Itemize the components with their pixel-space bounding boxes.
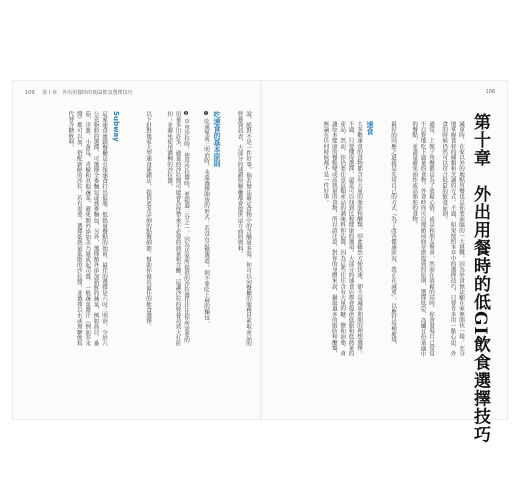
intro-continuation-paragraph: 說，絕對不是一件好事，倘若無法確定食物中的含醣量多寡，你可以向餐廳的服務員索取產品的營養資訊表，大部分的連鎖快餐廳都會提供這方面的資料。	[236, 111, 251, 347]
book-spread	[12, 80, 508, 444]
more-info-paragraph: 以下針對幾家大型速食連鎖店，提供更多詳細的點餐細節，幫助你做出最佳的飲食選擇。	[145, 111, 151, 330]
subway-paragraph: 這家速食連鎖餐廳是引領速食打出低脂、低熱量餐點的始祖，最佳的選擇是六吋三明治，少於六公克脂肪的選擇，可選擇全麥麵包或燕麥麵包，另外，選擇額外添加新鮮的蔬菜，例如萵苣、番茄、洋蔥、小黃瓜、青椒和其他蔬菜，避免額外添加美乃滋或起司醬，一般蔬菜醬汁（例如芥末醬）都可以加，搭配新鮮的沙拉，若有需要，選擇低熱量低脂的沙拉醬，並選擇以水或無糖飲料代替含糖飲料。	[67, 111, 107, 347]
principle-1: ❶ 吃漢堡或三明治時，永遠選擇開放的形式：若沒有這類選項，則不要吃上層的麵包。	[203, 111, 209, 326]
coping-paragraph: 最好的因應之道就是先用自己的方式『為了改善健康狀況、我正在減重』，以應付這種處境。	[390, 121, 396, 348]
left-page-number: 109	[25, 90, 35, 96]
fastfood-paragraph: 大多數速食的食物都含有大量的脂肪和醣類，因此雖然方便快速，卻不是減重期間的理想選擇。不過，只要懂得選擇，還是可以找到比較健康的選項。大部分的速食店都會提供低脂和低熱量的產品，然而，你仍要注意這類產品的調味料和沾醬，因為這些往往含有大量的糖、鹽和油脂，會讓原本健康的餐點變成高熱量的食物，所以請注意，對你的身體來說，攝取過多的脂肪和醣類，無論在任何時候都不是一件好事。	[322, 121, 362, 357]
right-page-number: 108	[485, 89, 495, 95]
principles-heading: 吃速食的基本原則	[213, 111, 221, 167]
chapter-intro-paragraph: 減重時，在家以外的地點用餐也是你要面臨的一大挑戰，因為外食無法顧在家裡開伙一樣，充分地掌握食材的種類和烹調的方式。不過，如果按照本章中的選擇技巧，只要肯多用一點心思，外食的時候仍然可以符合低GI的飲食原則。	[441, 121, 464, 357]
dining-out-paragraph: 通常，上館子用餐都是為了放鬆心情，或是和朋友聚會，然而在放鬆的同時，你會發現自己常常不自覺地吃下過量的食物。外食時你可以遵循前面章節提到的原則，選擇低GI、高纖且份量適中的餐點，並盡量避免油炸或高脂肪的食物。	[411, 121, 434, 357]
right-running-header	[485, 89, 495, 95]
principle-2: ❷ 享用沙拉時，使用沙拉醬時，要超過三分之一，因為店家所提供的沙拉醬往往比你所需要的用量多出許多，過量的沙拉醬可能會為你帶來不必要的熱量和含醣，這讓沙拉的營養功效大打折扣；並避免使用濃稠的沙拉醬。	[166, 111, 189, 347]
left-running-header	[25, 89, 133, 96]
left-header-text: 第十章 外出用餐時的低GI飲食選擇技巧	[42, 90, 133, 96]
fastfood-heading: 速食	[366, 121, 374, 135]
right-page	[260, 81, 507, 444]
left-page	[13, 81, 260, 419]
subway-heading: Subway	[112, 111, 120, 142]
chapter-title: 第十章 外出用餐時的低GI飲食選擇技巧	[470, 113, 490, 444]
